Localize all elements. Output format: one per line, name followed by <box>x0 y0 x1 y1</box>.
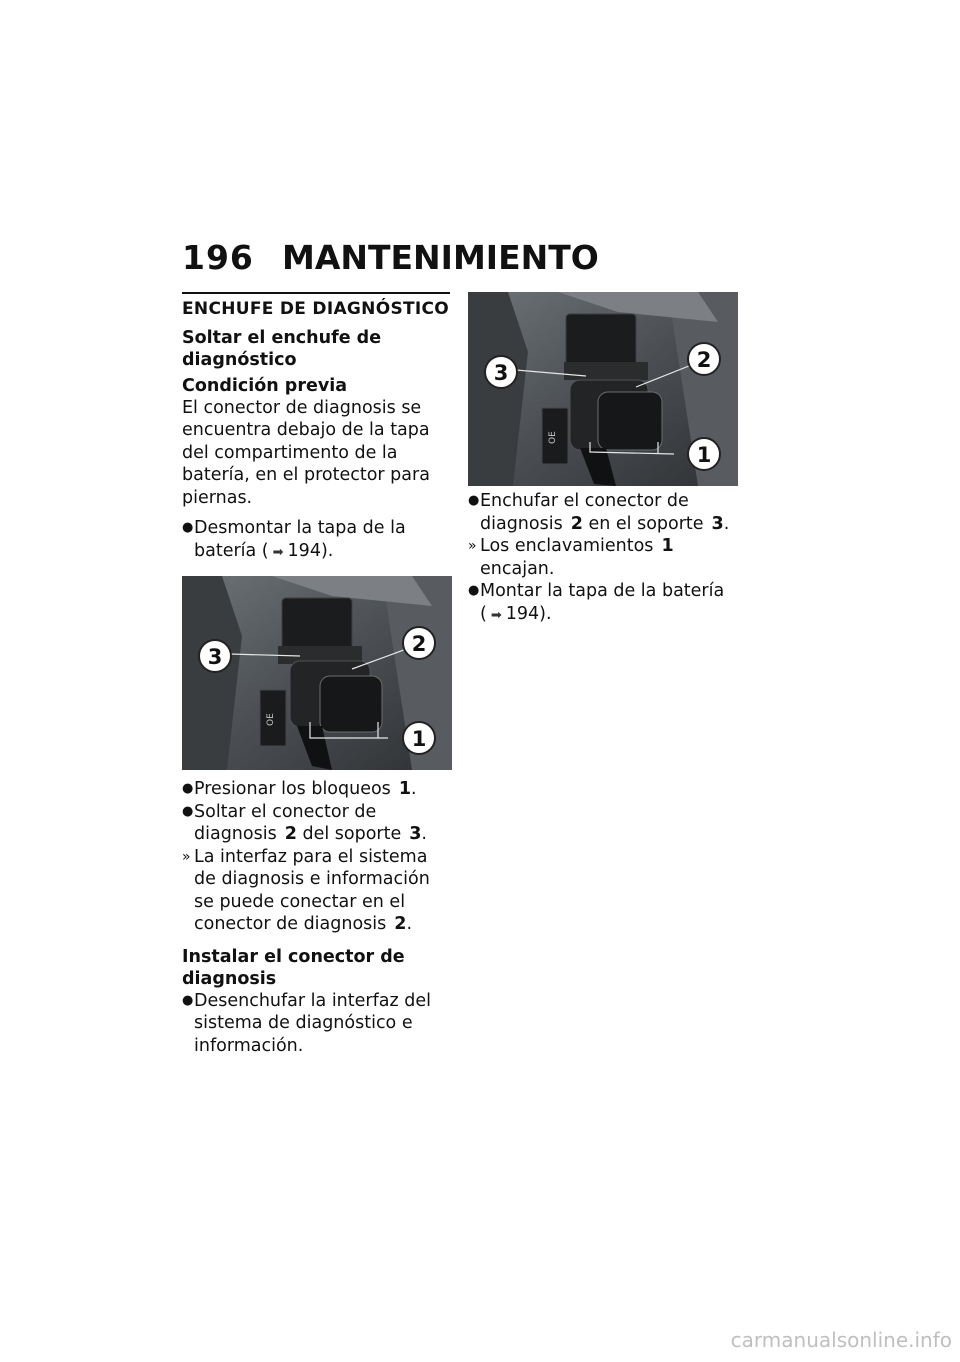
ref-number: 2 <box>570 513 583 534</box>
result-text: La interfaz para el sistema de diagnosis e información se puede conectar en el conector de diagnosis <box>194 846 430 934</box>
section-title: ENCHUFE DE DIAGNÓSTICO <box>182 299 450 319</box>
chapter-title: MANTENIMIENTO <box>282 238 599 277</box>
bullet-icon: ● <box>182 520 194 535</box>
left-column <box>182 292 452 1057</box>
arrow-right-icon: ➡ <box>272 544 284 560</box>
callout-3-label: 3 <box>207 645 223 669</box>
step-list <box>182 517 452 564</box>
list-item: ● Enchufar el conector de diagnosis 2 en el soporte 3. <box>468 491 730 534</box>
precondition-text: El conector de diagnosis se encuentra debajo de la tapa del compartimento de la batería, en el protector para piernas. <box>182 397 430 508</box>
result-marker-icon: » <box>182 848 191 865</box>
ref-number: 1 <box>398 779 411 799</box>
callout-2-label: 2 <box>411 632 427 656</box>
step-text: en el soporte <box>588 513 704 534</box>
step-text: Desenchufar la interfaz del sistema de diagnóstico e información. <box>194 990 431 1056</box>
page-ref-link[interactable]: 194). <box>505 603 552 624</box>
step-list <box>182 778 452 936</box>
svg-text:ΟΕ: ΟΕ <box>266 713 276 726</box>
step-text: Desmontar la tapa de la batería ( <box>194 518 406 561</box>
list-item: ● Soltar el conector de diagnosis 2 del soporte 3. <box>182 801 427 844</box>
arrow-right-icon: ➡ <box>490 607 502 623</box>
step-text: Montar la tapa de la batería ( <box>480 581 725 624</box>
bullet-icon: ● <box>182 803 194 819</box>
list-item <box>182 990 452 1058</box>
callout-2-label: 2 <box>696 348 712 372</box>
bullet-icon: ● <box>468 493 480 508</box>
step-list <box>182 990 452 1058</box>
step-text: del soporte <box>302 824 402 844</box>
section-rule <box>182 292 450 294</box>
subsection-title: Instalar el conector de diagnosis <box>182 946 405 989</box>
ref-number: 2 <box>284 824 297 844</box>
result-marker-icon: » <box>468 538 477 554</box>
list-item <box>182 517 452 564</box>
watermark: carmanualsonline.info <box>730 1328 952 1352</box>
list-item <box>468 535 738 580</box>
right-column <box>468 292 738 627</box>
list-item: ● Presionar los bloqueos 1. <box>182 779 417 799</box>
diagnostic-connector-photo <box>468 292 738 486</box>
svg-text:ΟΕ: ΟΕ <box>548 431 558 444</box>
callout-1-label: 1 <box>411 727 427 751</box>
list-item: » La interfaz para el sistema de diagnosis e información se puede conectar en el conector de diagnosis 2. <box>182 846 430 934</box>
step-text: Enchufar el conector de diagnosis <box>480 491 689 534</box>
result-text: Los enclavamientos <box>480 536 654 556</box>
bullet-icon: ● <box>468 583 480 598</box>
result-text: encajan. <box>480 558 555 579</box>
ref-number: 1 <box>661 536 674 556</box>
precondition-title: Condición previa <box>182 375 348 396</box>
page-header <box>182 238 599 277</box>
bullet-icon: ● <box>182 992 194 1008</box>
callout-3-label: 3 <box>493 361 509 385</box>
bullet-icon: ● <box>182 781 194 796</box>
step-text: Soltar el conector de diagnosis <box>194 801 377 844</box>
callout-1-label: 1 <box>696 443 712 467</box>
ref-number: 2 <box>394 914 407 934</box>
list-item <box>468 580 738 627</box>
ref-number: 3 <box>711 513 724 534</box>
subsection-title: Soltar el enchufe de diagnóstico <box>182 327 382 370</box>
diagnostic-connector-photo <box>182 576 452 770</box>
step-list <box>468 490 738 627</box>
page-ref-link[interactable]: 194). <box>287 540 334 561</box>
ref-number: 3 <box>409 824 422 844</box>
page-number: 196 <box>182 238 254 277</box>
step-text: Presionar los bloqueos <box>194 779 391 799</box>
